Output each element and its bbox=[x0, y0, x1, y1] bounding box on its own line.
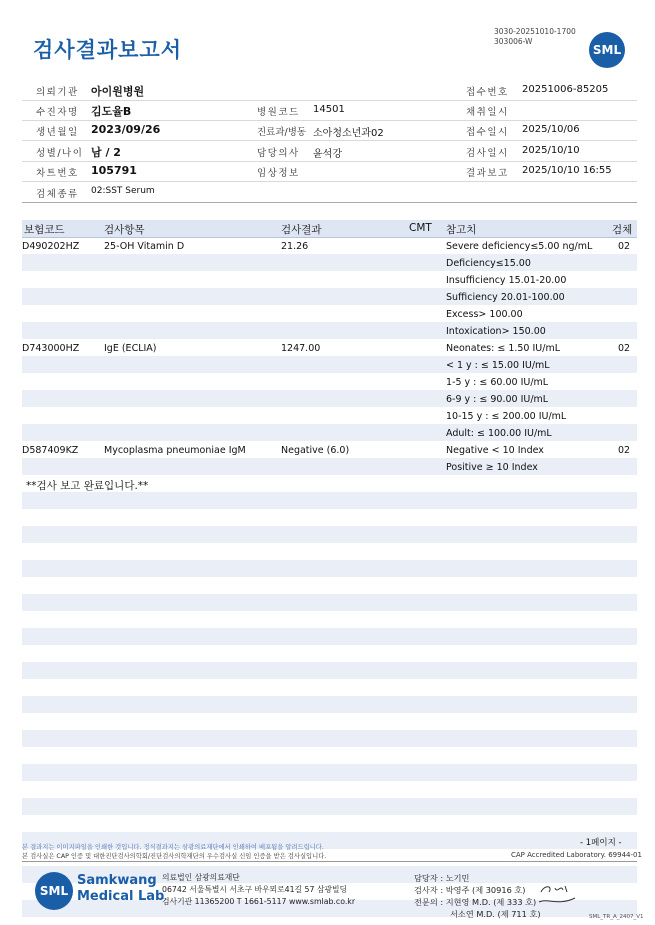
info-row-4 bbox=[22, 141, 637, 162]
cell-item: Mycoplasma pneumoniae IgM bbox=[104, 445, 246, 456]
sml-logo: SML bbox=[589, 32, 625, 68]
footer-address-block bbox=[162, 872, 355, 908]
cell-ref: Neonates: ≤ 1.50 IU/mL bbox=[446, 343, 560, 354]
hosp-code-value: 14501 bbox=[313, 104, 345, 115]
col-insurance-code: 보험코드 bbox=[24, 224, 65, 236]
cell-result: Negative (6.0) bbox=[281, 445, 350, 456]
hospital-label: 의뢰기관 bbox=[36, 87, 79, 98]
col-result: 검사결과 bbox=[281, 224, 322, 236]
footer-address: 06742 서울특별시 서초구 바우뫼로41길 57 삼광빌딩 bbox=[162, 885, 348, 894]
cell-ref: Severe deficiency≤5.00 ng/mL bbox=[446, 241, 593, 252]
received-label: 접수일시 bbox=[466, 127, 509, 138]
report-code-1: 3030-20251010-1700 bbox=[494, 27, 576, 36]
cap-accreditation: CAP Accredited Laboratory. 69944-01 bbox=[511, 851, 642, 859]
cell-ref: 6-9 y : ≤ 90.00 IU/mL bbox=[446, 394, 549, 405]
row-band bbox=[22, 764, 637, 781]
sexage-value: 남 / 2 bbox=[91, 146, 121, 159]
row-band bbox=[22, 492, 637, 509]
info-row-5 bbox=[22, 161, 637, 182]
footer-divider bbox=[22, 861, 637, 862]
specimen-label: 검체종류 bbox=[36, 189, 79, 200]
collect-label: 채취일시 bbox=[466, 107, 509, 118]
signature-image bbox=[535, 880, 580, 913]
dob-value: 2023/09/26 bbox=[91, 123, 161, 136]
specimen-value: 02:SST Serum bbox=[91, 186, 155, 196]
cell-code: D743000HZ bbox=[22, 343, 80, 354]
info-row-3 bbox=[22, 120, 637, 141]
cell-code: D587409KZ bbox=[22, 445, 79, 456]
doctor-label: 담당의사 bbox=[257, 148, 300, 159]
tested-value: 2025/10/10 bbox=[522, 145, 580, 156]
cell-ref: Deficiency≤15.00 bbox=[446, 258, 531, 269]
cell-ref: Sufficiency 20.01-100.00 bbox=[446, 292, 565, 303]
received-value: 2025/10/06 bbox=[522, 124, 580, 135]
row-band bbox=[22, 798, 637, 815]
dob-label: 생년월일 bbox=[36, 127, 79, 138]
reported-value: 2025/10/10 16:55 bbox=[522, 165, 612, 176]
accreditation-note: 본 검사실은 CAP 인증 및 대한진단검사의학회/진단검사의학재단의 우수검사실 신임 인증을 받은 검사실입니다. bbox=[22, 853, 327, 860]
row-band bbox=[22, 254, 637, 271]
hosp-code-label: 병원코드 bbox=[257, 107, 300, 118]
clinical-label: 임상정보 bbox=[257, 168, 300, 179]
report-code-2: 303006-W bbox=[494, 37, 533, 46]
cell-code: D490202HZ bbox=[22, 241, 80, 252]
row-band bbox=[22, 730, 637, 747]
accession-label: 접수번호 bbox=[466, 87, 509, 98]
patient-label: 수진자명 bbox=[36, 107, 79, 118]
col-reference: 참고치 bbox=[446, 224, 477, 236]
cell-ref: Positive ≥ 10 Index bbox=[446, 462, 538, 473]
form-code: SML_TR_A_2407_V1 bbox=[589, 914, 644, 920]
tested-label: 검사일시 bbox=[466, 148, 509, 159]
col-test-item: 검사항목 bbox=[104, 224, 145, 236]
staff-tester: 검사자 : 박영주 (제 30916 호) bbox=[414, 885, 526, 895]
cell-ref: Adult: ≤ 100.00 IU/mL bbox=[446, 428, 552, 439]
staff-manager: 담당자 : 노기민 bbox=[414, 873, 470, 883]
cell-result: 1247.00 bbox=[281, 343, 321, 354]
hospital-value: 아이원병원 bbox=[91, 85, 145, 98]
cell-item: 25-OH Vitamin D bbox=[104, 241, 185, 252]
col-specimen: 검체 bbox=[612, 224, 633, 236]
cell-specimen: 02 bbox=[618, 445, 631, 456]
doctor-value: 윤석강 bbox=[313, 149, 342, 160]
report-title: 검사결과보고서 bbox=[33, 38, 183, 62]
row-band bbox=[22, 628, 637, 645]
row-band bbox=[22, 696, 637, 713]
col-cmt: CMT bbox=[409, 222, 432, 234]
dept-value: 소아청소년과02 bbox=[313, 128, 384, 139]
info-row-1 bbox=[22, 80, 637, 101]
image-notice: 본 결과지는 이미지파일을 인쇄한 것입니다. 정식결과지는 삼광의료재단에서 인쇄하여 배포됨을 알려드립니다. bbox=[22, 844, 324, 851]
footer-contact: 검사기관 11365200 T 1661-5117 www.smlab.co.kr bbox=[162, 897, 356, 906]
cell-ref: 1-5 y : ≤ 60.00 IU/mL bbox=[446, 377, 549, 388]
footer-org: 의료법인 삼광의료재단 bbox=[162, 873, 240, 882]
cell-ref: < 1 y : ≤ 15.00 IU/mL bbox=[446, 360, 550, 371]
accession-value: 20251006-85205 bbox=[522, 84, 609, 95]
staff-specialist-1: 전문의 : 지현영 M.D. (제 333 호) bbox=[414, 897, 537, 907]
footer-brand bbox=[77, 873, 164, 905]
staff-specialist-2: 서소연 M.D. (제 711 호) bbox=[450, 909, 541, 919]
sexage-label: 성별/나이 bbox=[36, 148, 84, 159]
brand-line-2: Medical Lab bbox=[77, 889, 165, 904]
footer-staff-block bbox=[414, 872, 541, 920]
footer-sml-logo: SML bbox=[35, 872, 73, 910]
cell-item: IgE (ECLIA) bbox=[104, 343, 157, 354]
info-row-2 bbox=[22, 100, 637, 121]
cell-result: 21.26 bbox=[281, 241, 309, 252]
cell-ref: Insufficiency 15.01-20.00 bbox=[446, 275, 567, 286]
report-codes bbox=[494, 27, 576, 47]
chart-label: 차트번호 bbox=[36, 168, 79, 179]
row-band bbox=[22, 526, 637, 543]
results-table-header bbox=[22, 220, 637, 238]
reported-label: 결과보고 bbox=[466, 168, 509, 179]
cell-specimen: 02 bbox=[618, 343, 631, 354]
cell-ref: Intoxication> 150.00 bbox=[446, 326, 546, 337]
brand-line-1: Samkwang bbox=[77, 873, 157, 888]
cell-ref: Excess> 100.00 bbox=[446, 309, 523, 320]
row-band bbox=[22, 560, 637, 577]
info-row-6 bbox=[22, 182, 637, 203]
page-number: - 1페이지 - bbox=[580, 838, 622, 848]
row-band bbox=[22, 458, 637, 475]
patient-value: 김도율B bbox=[91, 105, 132, 118]
row-band bbox=[22, 662, 637, 679]
cell-specimen: 02 bbox=[618, 241, 631, 252]
row-band bbox=[22, 594, 637, 611]
signature-icon bbox=[535, 880, 580, 910]
chart-value: 105791 bbox=[91, 164, 137, 177]
dept-label: 진료과/병동 bbox=[257, 127, 307, 138]
cell-ref: 10-15 y : ≤ 200.00 IU/mL bbox=[446, 411, 567, 422]
cell-ref: Negative < 10 Index bbox=[446, 445, 544, 456]
completion-note: **검사 보고 완료입니다.** bbox=[26, 480, 149, 492]
